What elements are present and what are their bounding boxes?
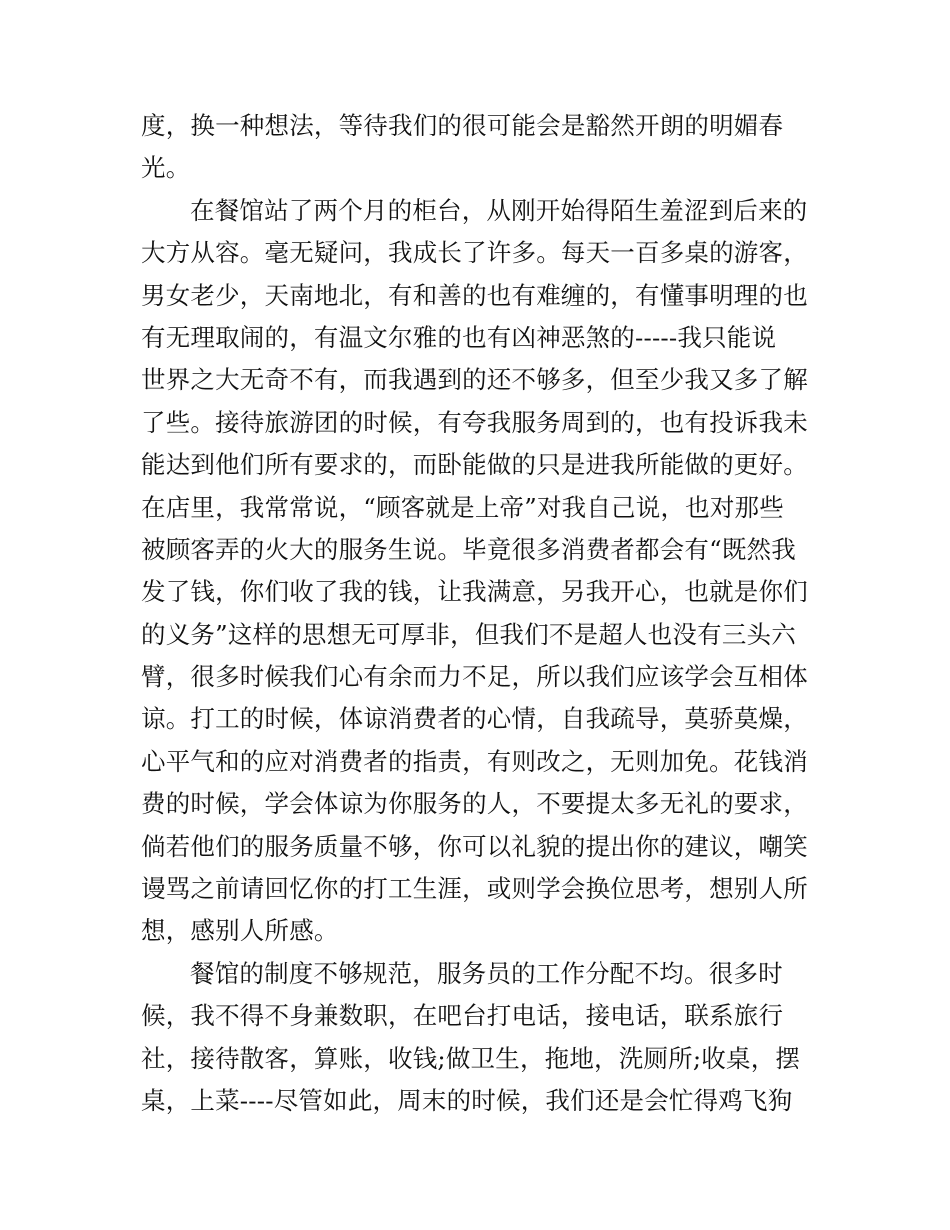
text-line: 的义务”这样的思想无可厚非，但我们不是超人也没有三头六 xyxy=(141,619,796,649)
text-line: 能达到他们所有要求的，而卧能做的只是进我所能做的更好。 xyxy=(141,450,808,480)
text-line: 臂，很多时候我们心有余而力不足，所以我们应该学会互相体 xyxy=(141,662,808,692)
text-line: 想，感别人所感。 xyxy=(141,916,339,946)
document-body xyxy=(141,105,821,1122)
text-line: 光。 xyxy=(141,153,191,183)
text-line: 度，换一种想法，等待我们的很可能会是豁然开朗的明媚春 xyxy=(141,111,784,140)
text-line: 谅。打工的时候，体谅消费者的心情，自我疏导，莫骄莫燥， xyxy=(141,704,808,734)
text-line: 谩骂之前请回忆你的打工生涯，或则学会换位思考，想别人所 xyxy=(141,874,808,904)
text-line: 在餐馆站了两个月的柜台，从刚开始得陌生羞涩到后来的 xyxy=(190,195,808,225)
text-line: 桌，上菜----尽管如此，周末的时候，我们还是会忙得鸡飞狗 xyxy=(141,1085,793,1115)
text-line: 社，接待散客，算账，收钱;做卫生，拖地，洗厕所;收桌，摆 xyxy=(141,1043,801,1073)
text-line: 心平气和的应对消费者的指责，有则改之，无则加免。花钱消 xyxy=(141,746,808,776)
text-line: 被顾客弄的火大的服务生说。毕竟很多消费者都会有“既然我 xyxy=(141,534,796,564)
text-line: 倘若他们的服务质量不够，你可以礼貌的提出你的建议，嘲笑 xyxy=(141,831,808,861)
text-line: 费的时候，学会体谅为你服务的人，不要提太多无礼的要求， xyxy=(141,789,808,819)
text-line: 候，我不得不身兼数职，在吧台打电话，接电话，联系旅行 xyxy=(141,1001,784,1031)
text-line: 大方从容。毫无疑问，我成长了许多。每天一百多桌的游客， xyxy=(141,238,808,268)
text-line: 发了钱，你们收了我的钱，让我满意，另我开心，也就是你们 xyxy=(141,577,808,607)
text-line: 在店里，我常常说，“顾客就是上帝”对我自己说，也对那些 xyxy=(141,492,784,522)
text-line: 男女老少，天南地北，有和善的也有难缠的，有懂事明理的也 xyxy=(141,280,808,310)
text-line: 世界之大无奇不有，而我遇到的还不够多，但至少我又多了解 xyxy=(141,365,808,395)
text-line: 餐馆的制度不够规范，服务员的工作分配不均。很多时 xyxy=(190,958,783,988)
text-line: 有无理取闹的，有温文尔雅的也有凶神恶煞的-----我只能说 xyxy=(141,322,777,352)
text-line: 了些。接待旅游团的时候，有夸我服务周到的，也有投诉我未 xyxy=(141,407,808,437)
